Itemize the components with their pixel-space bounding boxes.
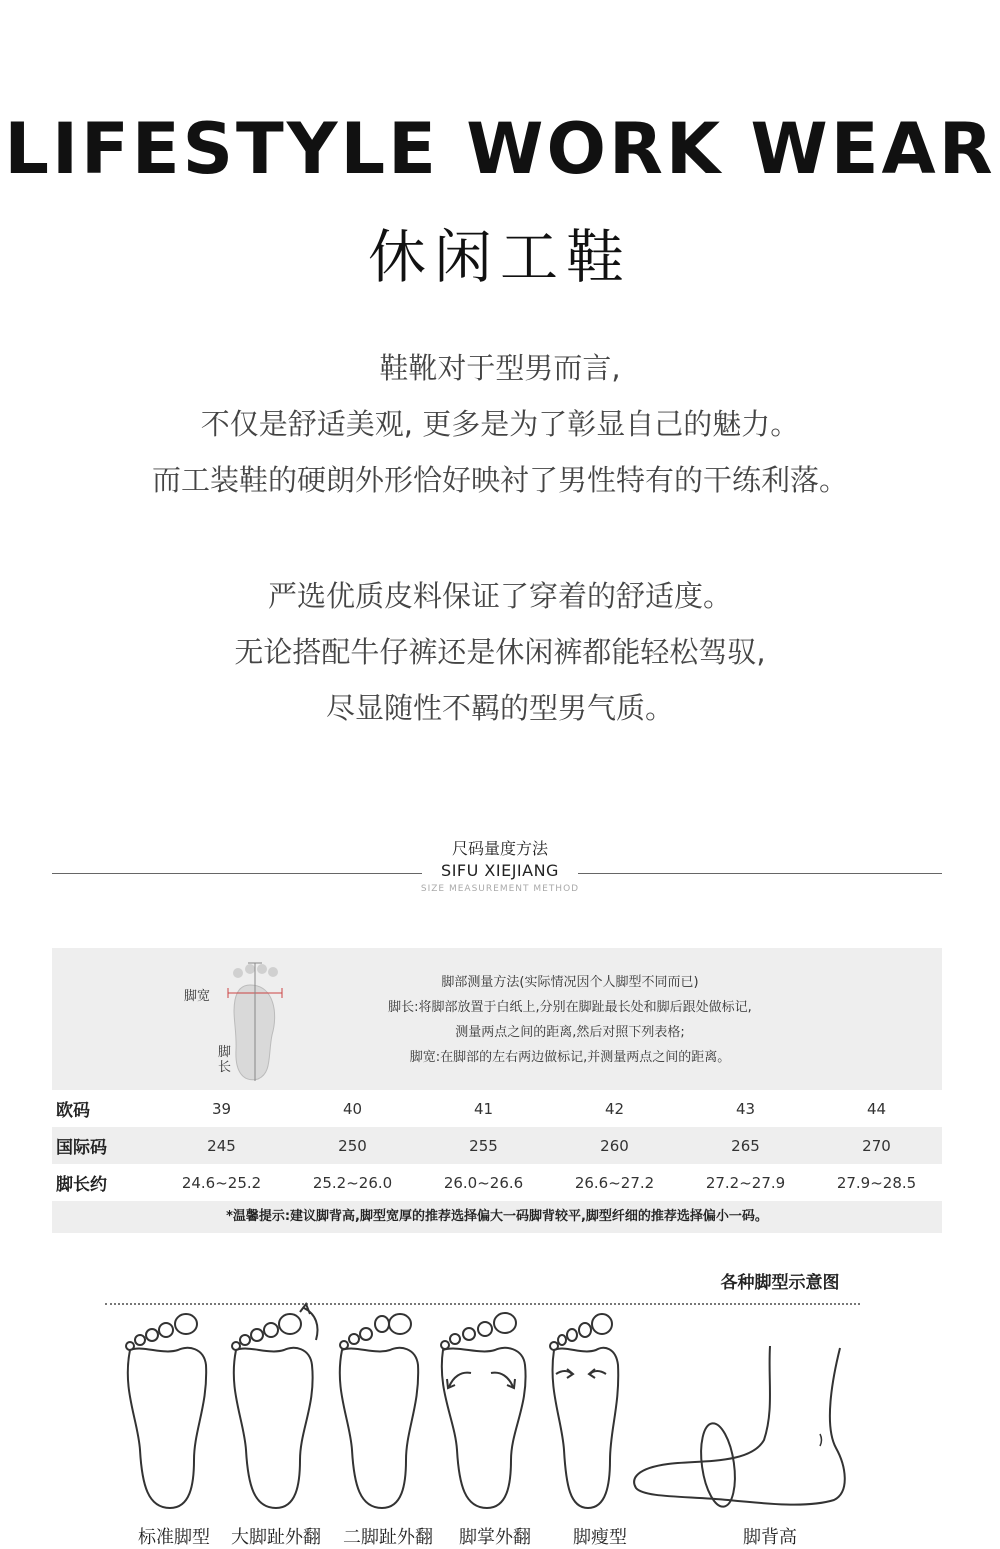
table-cell: 40 [342,1099,363,1118]
foot-type-label-splay: 脚掌外翻 [459,1527,531,1548]
table-cell: 270 [811,1127,942,1164]
table-cell: 24.6~25.2 [181,1173,262,1192]
table-cell: 41 [473,1099,494,1118]
table-row-intl [52,1127,942,1164]
second-toe-foot-icon [330,1308,430,1515]
table-cell: 27.9~28.5 [836,1173,917,1192]
foot-type-label-slim: 脚瘦型 [573,1527,627,1548]
row-label: 脚长约 [56,1175,107,1195]
measurement-heading [0,838,1000,896]
intro-paragraph-2 [0,568,1000,736]
foot-type-label-second-toe: 二脚趾外翻 [343,1527,433,1548]
title-chinese: 休闲工鞋 [367,223,632,291]
slim-foot-icon [542,1308,632,1515]
table-cell: 42 [604,1099,625,1118]
instruction-line: 脚长:将脚部放置于白纸上,分别在脚趾最长处和脚后跟处做标记, [388,1000,752,1015]
intro-line: 不仅是舒适美观, 更多是为了彰显自己的魅力。 [200,407,800,441]
measurement-heading-en: SIFU XIEJIANG [441,861,559,880]
intro-line: 严选优质皮料保证了穿着的舒适度。 [267,579,732,613]
table-row-eu [52,1090,942,1127]
foot-types-title: 各种脚型示意图 [720,1273,840,1293]
instruction-line: 脚宽:在脚部的左右两边做标记,并测量两点之间的距离。 [409,1050,731,1065]
measurement-heading-sub: SIZE MEASUREMENT METHOD [420,884,580,894]
instruction-line: 脚部测量方法(实际情况因个人脚型不同而已) [441,975,699,990]
measurement-heading-cn: 尺码量度方法 [451,839,548,858]
intro-line: 无论搭配牛仔裤还是休闲裤都能轻松驾驭, [234,635,766,669]
table-cell: 265 [680,1127,811,1164]
foot-type-label-bunion: 大脚趾外翻 [231,1527,321,1548]
table-cell: 250 [287,1127,418,1164]
table-cell: 255 [418,1127,549,1164]
row-label: 国际码 [52,1127,156,1164]
row-label: 欧码 [56,1101,90,1121]
standard-foot-icon [118,1310,218,1515]
foot-length-label: 脚长 [218,1045,232,1075]
bunion-foot-icon [224,1300,324,1515]
intro-line: 鞋靴对于型男而言, [379,351,621,385]
size-tip: *温馨提示:建议脚背高,脚型宽厚的推荐选择偏大一码脚背较平,脚型纤细的推荐选择偏小一码。 [52,1201,942,1233]
table-cell: 43 [735,1099,756,1118]
table-cell: 44 [866,1099,887,1118]
high-instep-foot-icon [628,1340,858,1520]
table-row-foot-length [52,1164,942,1201]
table-cell: 27.2~27.9 [705,1173,786,1192]
splay-foot-icon [435,1305,535,1515]
table-cell: 26.6~27.2 [574,1173,655,1192]
foot-type-label-standard: 标准脚型 [138,1527,210,1548]
size-table [52,1090,942,1201]
intro-line: 而工装鞋的硬朗外形恰好映衬了男性特有的干练利落。 [151,463,848,497]
table-cell: 26.0~26.6 [443,1173,524,1192]
intro-line: 尽显随性不羁的型男气质。 [325,691,674,725]
table-cell: 25.2~26.0 [312,1173,393,1192]
table-cell: 260 [549,1127,680,1164]
table-cell: 245 [156,1127,287,1164]
intro-paragraph-1 [0,340,1000,508]
instruction-line: 测量两点之间的距离,然后对照下列表格; [455,1025,685,1040]
title-english: LIFESTYLE WORK WEAR [4,108,996,190]
foot-type-label-high-instep: 脚背高 [743,1527,797,1548]
foot-width-label: 脚宽 [184,989,211,1004]
foot-measure-diagram [180,955,300,1085]
measurement-instructions [300,970,840,1070]
table-cell: 39 [211,1099,232,1118]
